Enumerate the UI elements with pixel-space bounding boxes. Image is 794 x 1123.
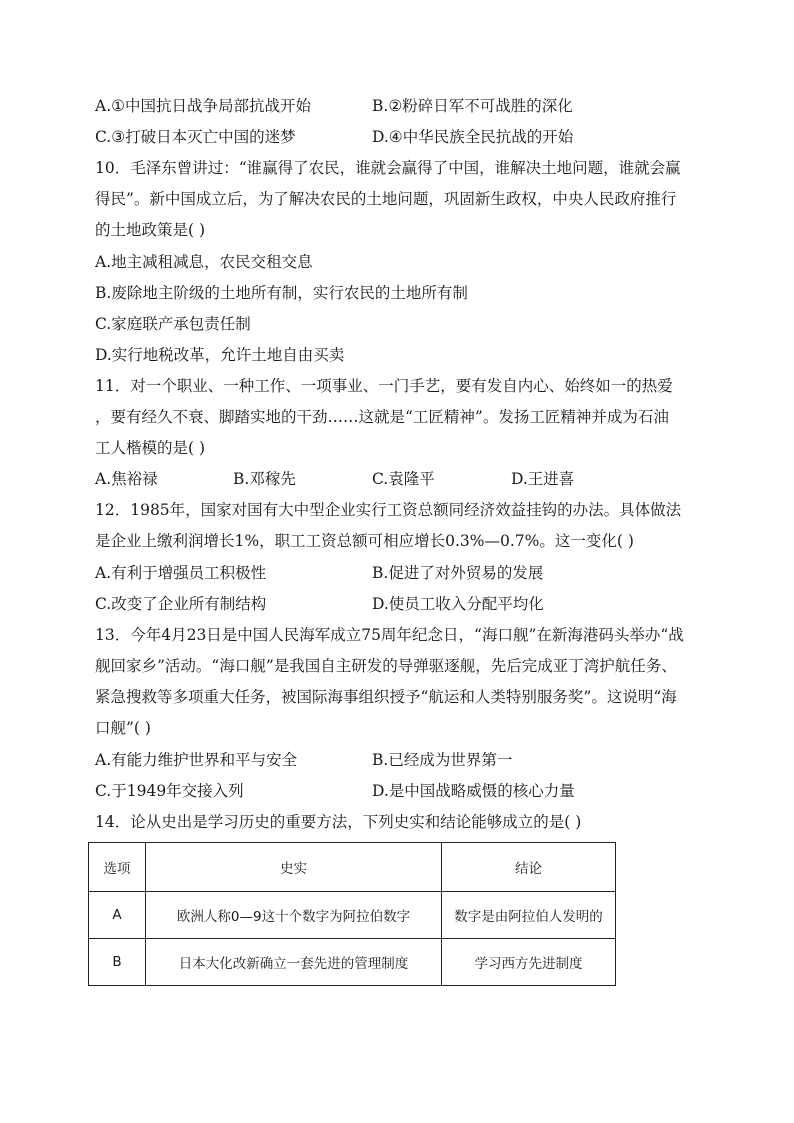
q13-stem-line-1: 13．今年4月23日是中国人民海军成立75周年纪念日，“海口舰”在新海港码头举办“战 <box>95 626 684 644</box>
q12-option-a: A.有利于增强员工积极性 <box>95 564 267 582</box>
table-cell-option: B <box>89 939 146 986</box>
q11-stem-line-3: 工人楷模的是( ) <box>95 439 206 457</box>
q10-option-b: B.废除地主阶级的土地所有制，实行农民的土地所有制 <box>95 284 468 302</box>
q10-option-a: A.地主减租减息，农民交租交息 <box>95 253 313 271</box>
table-header-row <box>89 843 616 892</box>
q13-stem-line-3: 紧急搜救等多项重大任务，被国际海事组织授予“航运和人类特别服务奖”。这说明“海 <box>95 688 677 706</box>
table-cell-conclusion: 数字是由阿拉伯人发明的 <box>442 892 616 939</box>
q11-option-c: C.袁隆平 <box>372 470 435 488</box>
q10-stem-line-2: 得民”。新中国成立后，为了解决农民的土地问题，巩固新生政权，中央人民政府推行 <box>95 190 677 208</box>
q12-stem-line-2: 是企业上缴利润增长1%，职工工资总额可相应增长0.3%—0.7%。这一变化( ) <box>95 532 634 550</box>
table-header-conclusion: 结论 <box>442 843 616 892</box>
q12-option-c: C.改变了企业所有制结构 <box>95 595 267 613</box>
table-header-fact: 史实 <box>146 843 442 892</box>
q13-option-c: C.于1949年交接入列 <box>95 782 244 800</box>
q9-option-b: B.②粉碎日军不可战胜的深化 <box>372 97 573 115</box>
q13-stem-line-2: 舰回家乡”活动。“海口舰”是我国自主研发的导弹驱逐舰，先后完成亚丁湾护航任务、 <box>95 657 677 675</box>
q13-option-a: A.有能力维护世界和平与安全 <box>95 751 298 769</box>
q10-option-d: D.实行地税改革，允许土地自由买卖 <box>95 346 345 364</box>
q11-option-b: B.邓稼先 <box>233 470 296 488</box>
table-cell-option: A <box>89 892 146 939</box>
q9-option-a: A.①中国抗日战争局部抗战开始 <box>95 97 312 115</box>
q9-option-c: C.③打破日本灭亡中国的迷梦 <box>95 128 296 146</box>
table-row <box>89 939 616 986</box>
table-header-option: 选项 <box>89 843 146 892</box>
q9-option-d: D.④中华民族全民抗战的开始 <box>372 128 574 146</box>
table-cell-fact: 欧洲人称0—9这十个数字为阿拉伯数字 <box>146 892 442 939</box>
q14-table <box>88 842 616 986</box>
q10-option-c: C.家庭联产承包责任制 <box>95 315 251 333</box>
q13-stem-line-4: 口舰”( ) <box>95 719 151 737</box>
q12-option-b: B.促进了对外贸易的发展 <box>372 564 544 582</box>
q11-option-a: A.焦裕禄 <box>95 470 158 488</box>
q11-option-d: D.王进喜 <box>511 470 575 488</box>
q13-option-b: B.已经成为世界第一 <box>372 751 513 769</box>
q13-option-d: D.是中国战略威慑的核心力量 <box>372 782 575 800</box>
q11-stem-line-2: ，要有经久不衰、脚踏实地的干劲……这就是“工匠精神”。发扬工匠精神并成为石油 <box>95 408 669 426</box>
q12-option-d: D.使员工收入分配平均化 <box>372 595 544 613</box>
table-row <box>89 892 616 939</box>
table-cell-fact: 日本大化改新确立一套先进的管理制度 <box>146 939 442 986</box>
q14-stem: 14．论从史出是学习历史的重要方法，下列史实和结论能够成立的是( ) <box>95 813 582 831</box>
q10-stem-line-3: 的土地政策是( ) <box>95 221 206 239</box>
q11-stem-line-1: 11．对一个职业、一种工作、一项事业、一门手艺，要有发自内心、始终如一的热爱 <box>95 377 673 395</box>
q10-stem-line-1: 10．毛泽东曾讲过：“谁赢得了农民，谁就会赢得了中国，谁解决土地问题，谁就会赢 <box>95 159 681 177</box>
q12-stem-line-1: 12．1985年，国家对国有大中型企业实行工资总额同经济效益挂钩的办法。具体做法 <box>95 501 682 519</box>
table-cell-conclusion: 学习西方先进制度 <box>442 939 616 986</box>
